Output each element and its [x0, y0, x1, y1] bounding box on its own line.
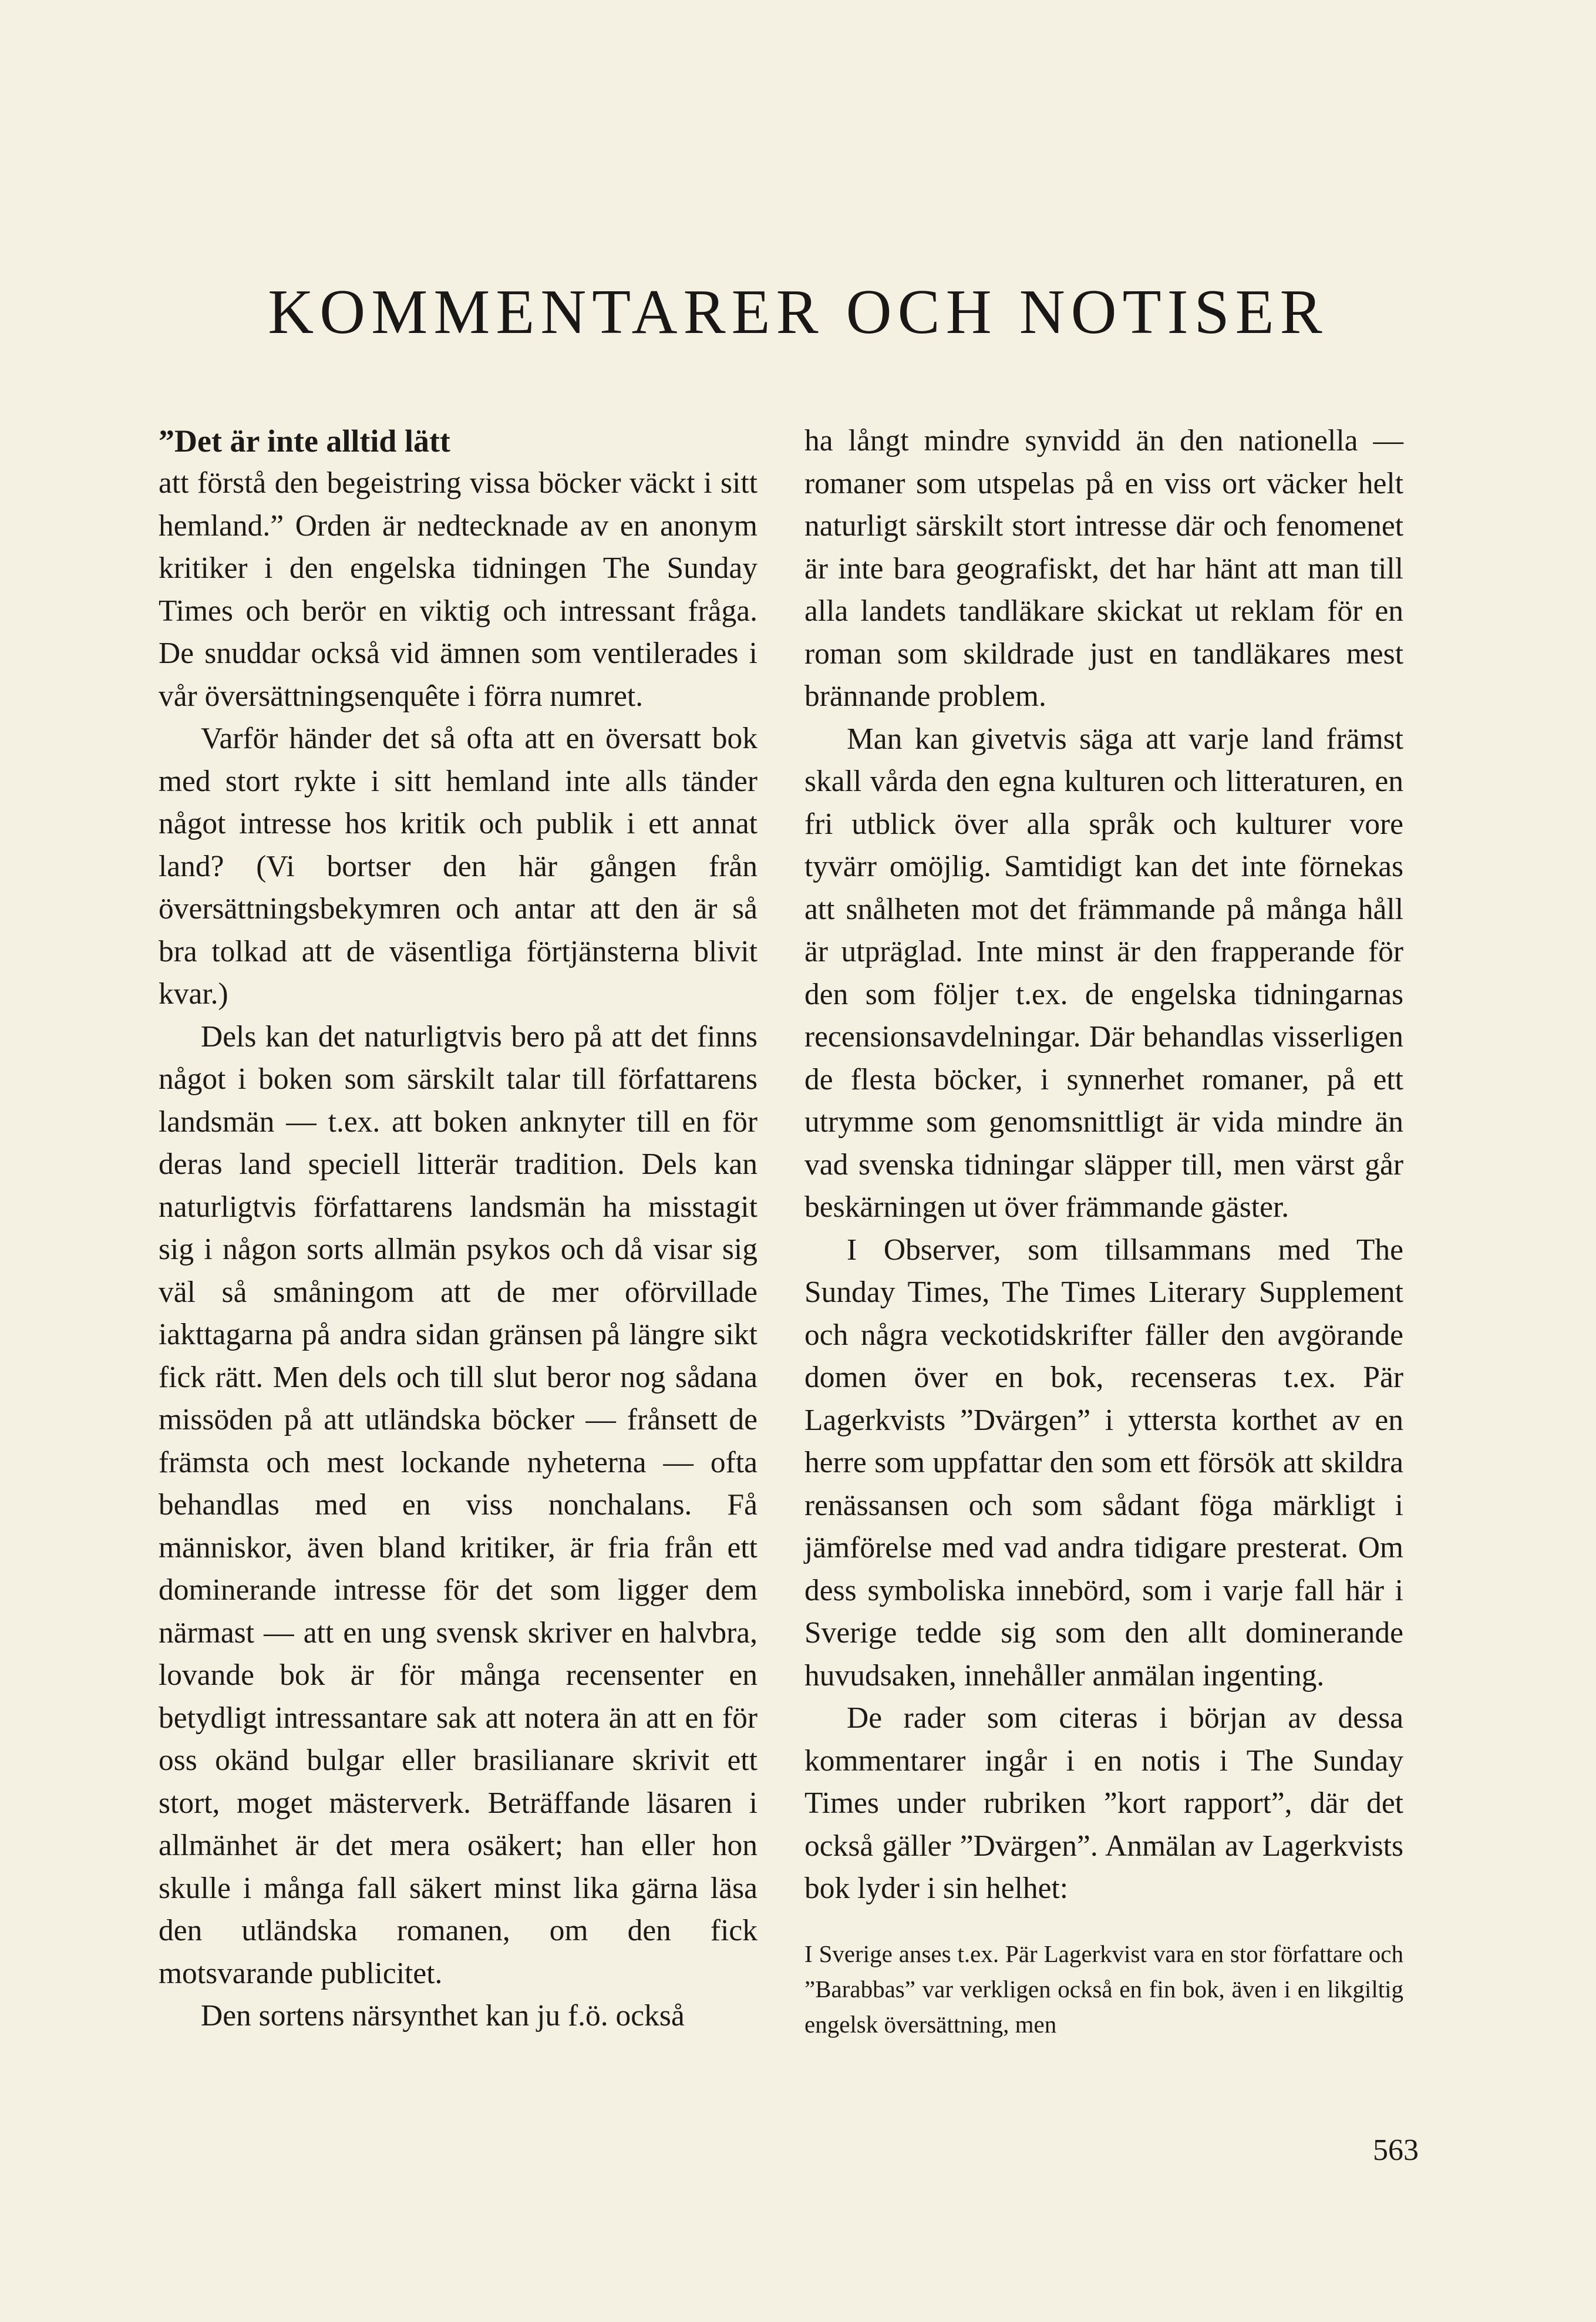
paragraph: Den sortens närsynthet kan ju f.ö. också — [201, 1999, 685, 2032]
paragraph: I Observer, som tillsammans med The Sunday Times, The Times Literary Supplement och några veckotidskrifter fäller den avgörande domen över en bok, recenseras t.ex. Pär Lagerkvists ”Dvärgen” i yttersta korthet av en herre som uppfattar den som ett försök att skildra renässansen och som sådant föga märkligt i jämförelse med vad andra tidigare presterat. Om dess symboliska innebörd, som i varje fall här i Sverige tedde sig som den allt dominerande huvudsaken, innehåller anmälan ingenting. — [804, 1233, 1403, 1692]
paragraph: Dels kan det naturligtvis bero på att det finns något i boken som särskilt talar till författarens landsmän — t.ex. att boken anknyter till en för deras land speciell litterär tradition. Dels kan naturligtvis författarens landsmän ha misstagit sig i någon sorts allmän psykos och då visar sig väl så småningom att de mer oförvillade iakttagarna på andra sidan gränsen på längre sikt fick rätt. Men dels och till slut beror nog sådana missöden på att utländska böcker — frånsett de främsta och mest lockande nyheterna — ofta behandlas med en viss nonchalans. Få människor, även bland kritiker, är fria från ett dominerande intresse för det som ligger dem närmast — att en ung svensk skriver en halvbra, lovande bok är för många recensenter en betydligt intressantare sak att notera än att en för oss okänd bulgar eller brasilianare skrivit ett stort, moget mästerverk. Beträffande läsaren i allmänhet är det mera osäkert; han eller hon skulle i många fall säkert minst lika gärna läsa den utländska romanen, om den fick motsvarande publicitet. — [159, 1019, 757, 1990]
paragraph: att förstå den begeistring vissa böcker väckt i sitt hemland.” Orden är nedtecknade av en anonym kritiker i den engelska tidningen The Sunday Times och berör en viktig och intressant fråga. De snuddar också vid ämnen som ventilerades i vår översättningsenquête i förra numret. — [159, 466, 757, 713]
right-column — [804, 420, 1403, 2042]
paragraph: Man kan givetvis säga att varje land främst skall vårda den egna kulturen och litteraturen, en fri utblick över alla språk och kulturer vore tyvärr omöjlig. Samtidigt kan det inte förnekas att snålheten mot det främmande på många håll är utpräglad. Inte minst är den frapperande för den som följer t.ex. de engelska tidningarnas recensionsavdelningar. Där behandlas visserligen de flesta böcker, i synnerhet romaner, på ett utrymme som genomsnittligt är vida mindre än vad svenska tidningar släpper till, men värst går beskärningen ut över främmande gäster. — [804, 722, 1403, 1224]
paragraph: ha långt mindre synvidd än den nationella — romaner som utspelas på en viss ort väcker helt naturligt särskilt stort intresse där och fenomenet är inte bara geografiskt, det har hänt att man till alla landets tandläkare skickat ut reklam för en roman som skildrade just en tandläkares mest brännande problem. — [804, 424, 1403, 713]
page-number: 563 — [1373, 2133, 1419, 2167]
paragraph: Varför händer det så ofta att en översatt bok med stort rykte i sitt hemland inte alls tänder något intresse hos kritik och publik i ett annat land? (Vi bortser den här gången från översättningsbekymren och antar att den är så bra tolkad att de väsentliga förtjänsterna blivit kvar.) — [159, 722, 757, 1011]
quoted-note: I Sverige anses t.ex. Pär Lagerkvist vara en stor författare och ”Barabbas” var verkligen också en fin bok, även i en likgiltig engelsk översättning, men — [804, 1940, 1403, 2038]
page-title: KOMMENTARER OCH NOTISER — [268, 277, 1328, 347]
left-column — [159, 420, 757, 2038]
section-heading: ”Det är inte alltid lätt — [159, 423, 450, 459]
paragraph: De rader som citeras i början av dessa kommentarer ingår i en notis i The Sunday Times under rubriken ”kort rapport”, där det också gäller ”Dvärgen”. Anmälan av Lagerkvists bok lyder i sin helhet: — [804, 1701, 1403, 1905]
